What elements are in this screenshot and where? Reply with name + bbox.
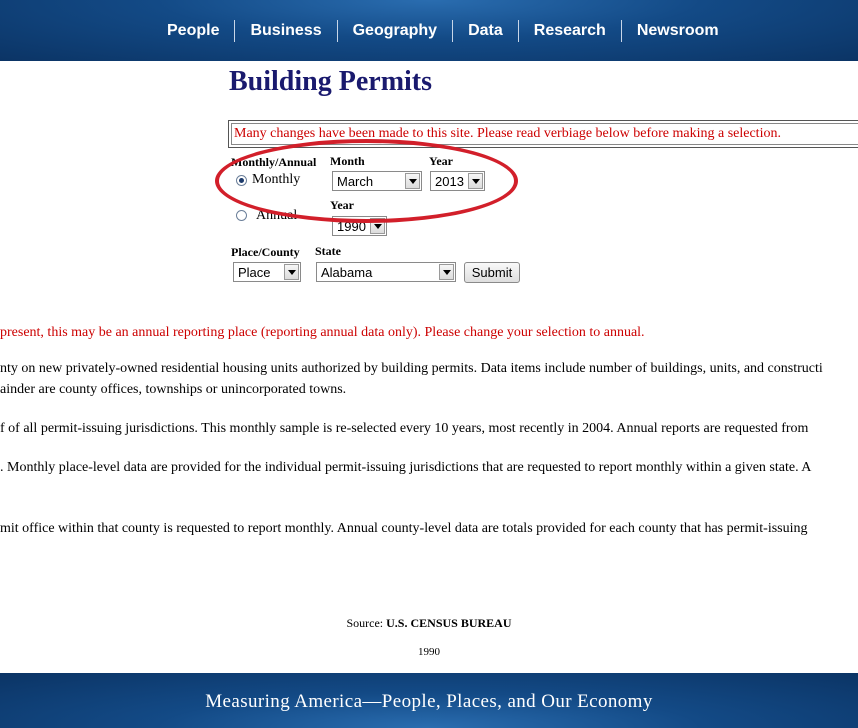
place-county-label: Place/County	[231, 245, 300, 259]
monthly-year-select-value: 2013	[435, 174, 464, 189]
nav-data-link[interactable]: Data	[452, 20, 518, 42]
annual-year-select-value: 1990	[337, 219, 366, 234]
month-select-value: March	[337, 174, 374, 189]
annual-radio-label[interactable]: Annual	[256, 208, 298, 223]
source-line	[0, 616, 858, 631]
place-county-select[interactable]	[233, 262, 301, 282]
state-select-value: Alabama	[321, 265, 373, 280]
highlight-circle-annotation	[215, 139, 518, 223]
source-year: 1990	[418, 646, 440, 658]
description-para1-line1: nty on new privately-owned residential housing units authorized by building permits. Data items include number of buildings, units, and constructi	[0, 361, 823, 376]
year-label: Year	[429, 154, 453, 168]
footer-bar	[0, 673, 858, 728]
notice-text: Many changes have been made to this site. Please read verbiage below before making a selection.	[234, 126, 781, 141]
nav-people-link[interactable]: People	[167, 21, 220, 39]
description-para3: . Monthly place-level data are provided for the individual permit-issuing jurisdictions that are requested to report monthly within a given state. A	[0, 460, 812, 475]
place-county-select-value: Place	[238, 265, 271, 280]
annual-radio[interactable]	[236, 210, 247, 221]
footer-tagline: Measuring America—People, Places, and Our Economy	[205, 691, 653, 712]
monthly-annual-label: Monthly/Annual	[231, 155, 317, 169]
nav-research-link[interactable]: Research	[518, 20, 621, 42]
annual-warning-text: present, this may be an annual reporting place (reporting annual data only). Please change your selection to annual.	[0, 325, 645, 340]
nav-geography-link[interactable]: Geography	[337, 20, 452, 42]
source-label: Source:	[346, 616, 384, 630]
nav-newsroom-link[interactable]: Newsroom	[621, 20, 734, 42]
chevron-down-icon	[439, 264, 454, 280]
main-nav	[152, 0, 734, 61]
chevron-down-icon	[284, 264, 299, 280]
annual-year-label: Year	[330, 198, 354, 212]
state-label: State	[315, 244, 341, 258]
nav-business-link[interactable]: Business	[234, 20, 336, 42]
monthly-radio-label[interactable]: Monthly	[252, 172, 301, 187]
top-navigation-bar	[0, 0, 858, 61]
submit-button[interactable]: Submit	[464, 262, 520, 283]
description-para2: f of all permit-issuing jurisdictions. This monthly sample is re-selected every 10 years, most recently in 2004. Annual reports are requested from	[0, 421, 809, 436]
description-para4: mit office within that county is requested to report monthly. Annual county-level data are totals provided for each county that has permit-issuing	[0, 521, 808, 536]
source-org: U.S. CENSUS BUREAU	[386, 616, 512, 630]
description-para1-line2: ainder are county offices, townships or unincorporated towns.	[0, 382, 347, 397]
page-title: Building Permits	[229, 66, 433, 97]
state-select[interactable]	[316, 262, 456, 282]
month-label: Month	[330, 154, 365, 168]
